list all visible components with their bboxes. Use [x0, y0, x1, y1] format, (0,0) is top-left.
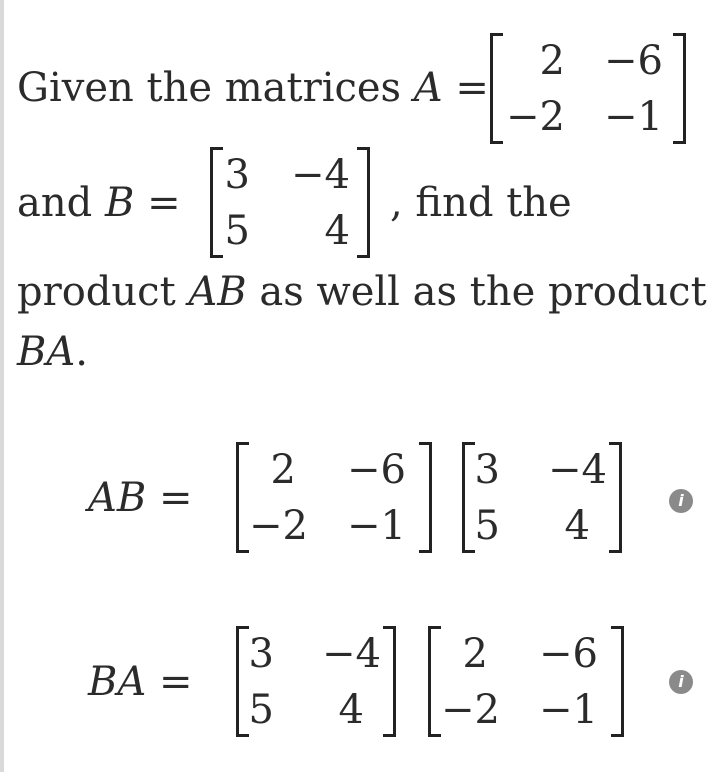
- right-bracket: [611, 626, 624, 737]
- ba-matrix-a: [428, 626, 624, 737]
- matrix-cell: −4: [548, 447, 607, 493]
- matrix-cell: 5: [248, 687, 274, 733]
- ba-equation-label: [88, 659, 193, 705]
- problem-line-2: [17, 180, 181, 226]
- equals-sign: =: [147, 180, 181, 226]
- var-a: A: [413, 65, 443, 111]
- right-bracket: [383, 626, 396, 737]
- matrix-cell: 2: [539, 38, 565, 84]
- right-bracket: [673, 33, 686, 144]
- matrix-cell: −2: [441, 687, 500, 733]
- matrix-cell: −6: [539, 631, 598, 677]
- problem-text: .: [75, 329, 88, 375]
- matrix-cell: −4: [291, 152, 350, 198]
- matrix-cell: 4: [564, 503, 590, 549]
- left-border: [0, 0, 4, 772]
- matrix-a-given: [490, 33, 686, 144]
- matrix-cell: 5: [224, 208, 250, 254]
- equals-sign: =: [455, 65, 489, 111]
- var-ab: AB: [188, 269, 247, 315]
- problem-text: as well as the product: [246, 269, 707, 315]
- var-b: B: [104, 180, 135, 226]
- ab-matrix-b: [462, 442, 622, 553]
- problem-line-3: [17, 269, 707, 315]
- info-icon[interactable]: i: [669, 489, 693, 513]
- var-ab: AB: [88, 475, 147, 521]
- matrix-cell: 4: [338, 687, 364, 733]
- problem-text: , find the: [390, 180, 572, 226]
- matrix-cell: −2: [249, 503, 308, 549]
- problem-line-1: [17, 65, 489, 111]
- problem-text: and: [17, 180, 105, 226]
- matrix-cell: 5: [474, 503, 500, 549]
- problem-text: Given the matrices: [17, 65, 414, 111]
- var-ba: BA: [88, 659, 147, 705]
- ba-matrix-b: [236, 626, 396, 737]
- matrix-cell: −4: [322, 631, 381, 677]
- matrix-cell: 4: [324, 208, 350, 254]
- matrix-cell: −2: [506, 94, 565, 140]
- ab-equation-label: [88, 475, 193, 521]
- matrix-cell: 3: [224, 152, 250, 198]
- matrix-cell: −6: [347, 447, 406, 493]
- matrix-cell: −1: [347, 503, 406, 549]
- matrix-cell: −1: [539, 687, 598, 733]
- matrix-cell: 2: [270, 447, 296, 493]
- matrix-cell: −1: [604, 94, 663, 140]
- equals-sign: =: [159, 475, 193, 521]
- info-icon[interactable]: i: [669, 670, 693, 694]
- matrix-cell: −6: [604, 38, 663, 84]
- matrix-b-given: [210, 147, 370, 258]
- matrix-cell: 3: [248, 631, 274, 677]
- problem-text: product: [17, 269, 189, 315]
- var-ba: BA: [17, 329, 76, 375]
- right-bracket: [609, 442, 622, 553]
- ab-matrix-a: [236, 442, 432, 553]
- matrix-cell: 3: [474, 447, 500, 493]
- right-bracket: [357, 147, 370, 258]
- equals-sign: =: [159, 659, 193, 705]
- matrix-cell: 2: [462, 631, 488, 677]
- problem-line-4: [17, 329, 88, 375]
